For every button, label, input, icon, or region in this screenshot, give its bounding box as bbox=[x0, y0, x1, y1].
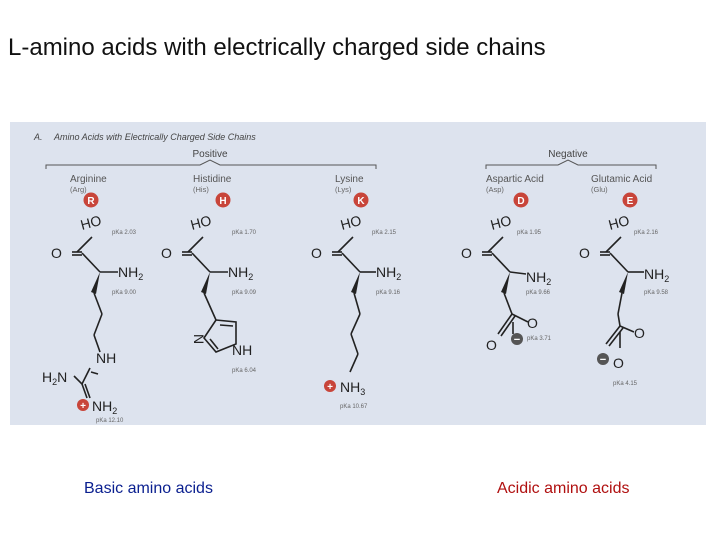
badge-r bbox=[84, 193, 99, 208]
acidic-caption: Acidic amino acids bbox=[497, 480, 630, 497]
aspartic-o: O bbox=[461, 245, 472, 261]
arginine-pka-nh2: pKa 9.00 bbox=[112, 290, 137, 296]
arginine-ho: HO bbox=[78, 212, 104, 233]
aspartic-pka-side: pKa 3.71 bbox=[527, 336, 552, 342]
arginine-h2n: $H_2N$ bbox=[42, 369, 68, 387]
lysine-ho: HO bbox=[338, 212, 364, 233]
histidine-pka-nh2: pKa 9.09 bbox=[232, 290, 257, 296]
lysine-o: O bbox=[311, 245, 322, 261]
arginine-nh: NH bbox=[96, 350, 117, 366]
panel-letter: A. bbox=[34, 132, 43, 142]
slide-title: L-amino acids with electrically charged side chains bbox=[8, 34, 546, 61]
lysine-abbr: (Lys) bbox=[335, 185, 352, 194]
basic-caption: Basic amino acids bbox=[84, 480, 213, 497]
badge-k bbox=[354, 193, 369, 208]
histidine-pka-cooh: pKa 1.70 bbox=[232, 230, 257, 236]
badge-k-letter: K bbox=[357, 196, 365, 207]
aspartic-pka-nh2: pKa 9.66 bbox=[526, 290, 551, 296]
glutamic-pka-side: pKa 4.15 bbox=[613, 381, 638, 387]
aspartic-name: Aspartic Acid bbox=[486, 174, 544, 185]
glutamic-o-side: O bbox=[634, 325, 645, 341]
lysine-pka-cooh: pKa 2.15 bbox=[372, 230, 397, 236]
arginine-pka-cooh: pKa 2.03 bbox=[112, 230, 137, 236]
histidine-ho: HO bbox=[188, 212, 214, 233]
aspartic-pka-cooh: pKa 1.95 bbox=[517, 230, 542, 236]
aspartic-ho: HO bbox=[488, 212, 514, 233]
glutamic-pka-nh2: pKa 9.58 bbox=[644, 290, 669, 296]
glutamic-minus-sign: − bbox=[599, 354, 607, 366]
glutamic-ho: HO bbox=[606, 212, 632, 233]
histidine-pka-side: pKa 6.04 bbox=[232, 368, 257, 374]
glutamic-o-carbonyl: O bbox=[613, 355, 624, 371]
glutamic-o: O bbox=[579, 245, 590, 261]
arginine-pka-side: pKa 12.10 bbox=[96, 418, 124, 424]
aspartic-minus-sign: − bbox=[513, 334, 521, 346]
lysine-nh2: $NH_2$ bbox=[376, 264, 402, 282]
lysine-pka-side: pKa 10.67 bbox=[340, 404, 368, 410]
arginine-abbr: (Arg) bbox=[70, 185, 87, 194]
aspartic-o-carbonyl: O bbox=[486, 337, 497, 353]
histidine-name: Histidine bbox=[193, 174, 232, 185]
badge-e-letter: E bbox=[626, 196, 634, 207]
panel-title: Amino Acids with Electrically Charged Side Chains bbox=[54, 132, 256, 142]
histidine-nh: NH bbox=[232, 342, 253, 358]
histidine-nh2: $NH_2$ bbox=[228, 264, 254, 282]
glutamic-pka-cooh: pKa 2.16 bbox=[634, 230, 659, 236]
lysine-name: Lysine bbox=[335, 174, 364, 185]
badge-h bbox=[216, 193, 231, 208]
positive-label: Positive bbox=[192, 149, 228, 160]
arginine-plus-sign: + bbox=[80, 401, 86, 412]
aspartic-abbr: (Asp) bbox=[486, 185, 504, 194]
amino-acid-figure bbox=[10, 122, 706, 425]
badge-d bbox=[514, 193, 529, 208]
arginine-nh2: $NH_2$ bbox=[118, 264, 144, 282]
negative-label: Negative bbox=[548, 149, 588, 160]
histidine-abbr: (His) bbox=[193, 185, 209, 194]
lysine-pka-nh2: pKa 9.16 bbox=[376, 290, 401, 296]
glutamic-abbr: (Glu) bbox=[591, 185, 608, 194]
badge-e bbox=[623, 193, 638, 208]
histidine-n: N bbox=[191, 334, 207, 345]
glutamic-name: Glutamic Acid bbox=[591, 174, 653, 185]
lysine-nh3: $NH_3$ bbox=[340, 379, 366, 397]
arginine-name: Arginine bbox=[70, 174, 107, 185]
histidine-o: O bbox=[161, 245, 172, 261]
lysine-plus-sign: + bbox=[327, 382, 333, 393]
arginine-o: O bbox=[51, 245, 62, 261]
badge-h-letter: H bbox=[219, 196, 227, 207]
arginine-nh2-side: $NH_2$ bbox=[92, 398, 118, 416]
badge-d-letter: D bbox=[517, 196, 525, 207]
glutamic-nh2: $NH_2$ bbox=[644, 266, 670, 284]
aspartic-nh2: $NH_2$ bbox=[526, 269, 552, 287]
aspartic-o-side: O bbox=[527, 315, 538, 331]
badge-r-letter: R bbox=[87, 196, 95, 207]
